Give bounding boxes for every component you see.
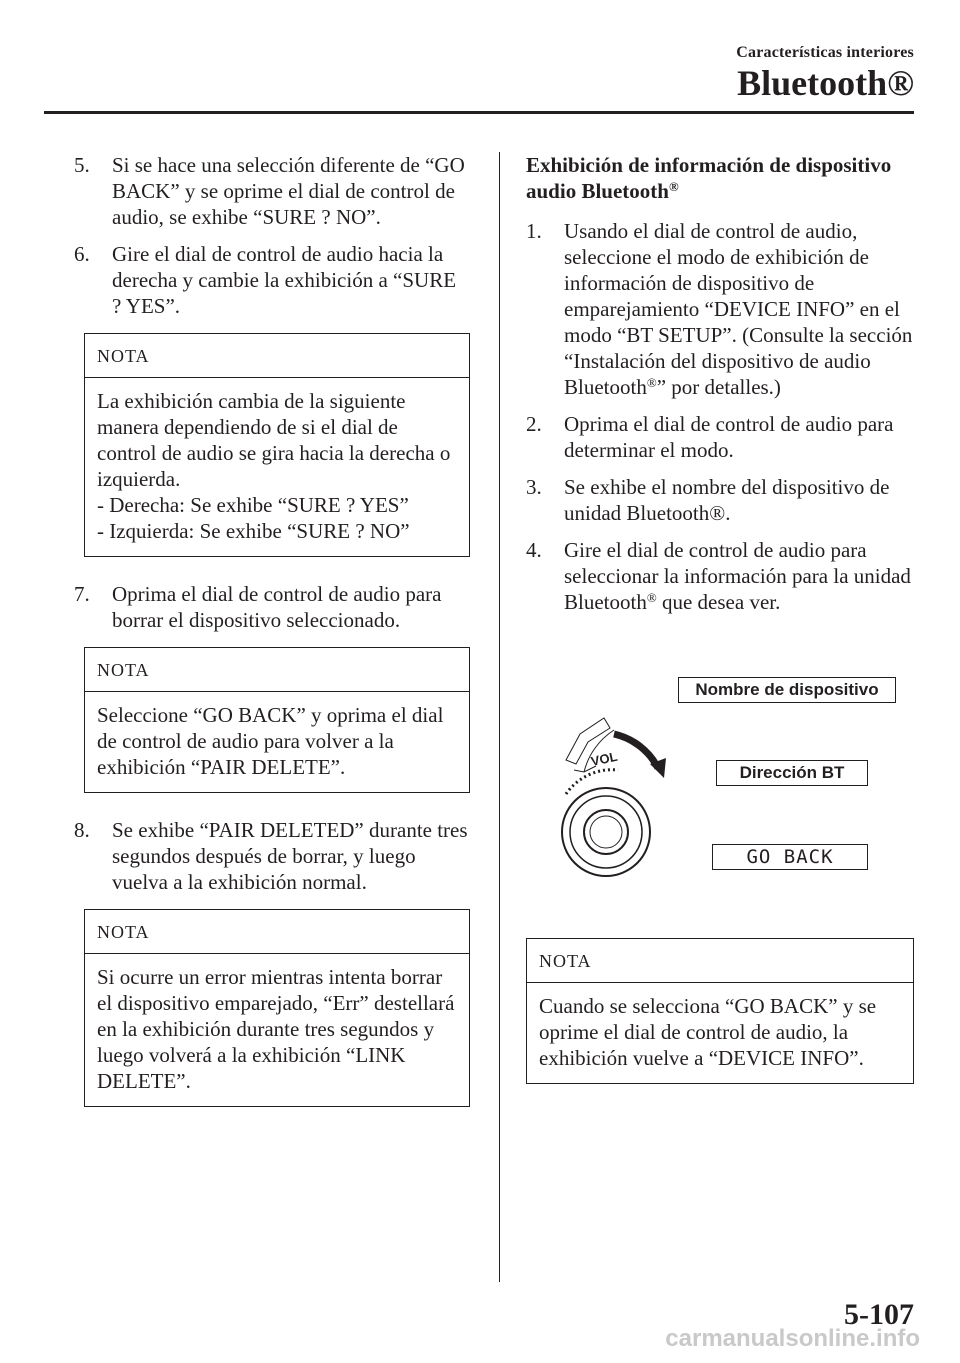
note-box-3	[84, 909, 470, 1107]
note-body	[85, 378, 469, 556]
registered-mark: ®	[668, 179, 679, 194]
step-number: 2.	[526, 412, 542, 436]
dial-knob-icon	[584, 810, 628, 854]
dial-mid-ring	[570, 796, 642, 868]
step-4	[526, 537, 916, 615]
step-number: 3.	[526, 475, 542, 499]
step-7	[74, 581, 470, 633]
note-heading: NOTA	[527, 939, 913, 983]
registered-mark: ®	[646, 375, 657, 390]
section-title: Características interiores	[736, 44, 914, 61]
note-line-right: - Derecha: Se exhibe “SURE ? YES”	[97, 493, 409, 517]
registered-mark: ®	[646, 590, 657, 605]
dial-knob-inner	[590, 816, 622, 848]
step-number: 7.	[74, 582, 90, 606]
step-text: Gire el dial de control de audio hacia la derecha y cambie la exhibición a “SURE ? YES”.	[112, 242, 457, 318]
step-text: Se exhibe “PAIR DELETED” durante tres segundos después de borrar, y luego vuelva a la exhibición normal.	[112, 818, 468, 894]
page-title: Bluetooth®	[737, 63, 914, 103]
right-column	[526, 152, 916, 626]
step-number: 4.	[526, 538, 542, 562]
step-number: 5.	[74, 153, 90, 177]
note-box-2	[84, 647, 470, 793]
vol-label: VOL	[589, 748, 619, 769]
step-6	[74, 241, 470, 319]
note-heading: NOTA	[85, 648, 469, 692]
step-8	[74, 817, 470, 895]
step-1	[526, 218, 916, 400]
note-heading: NOTA	[85, 910, 469, 954]
note-text: La exhibición cambia de la siguiente manera dependiendo de si el dial de control de audio se gira hacia la derecha o izquierda.	[97, 389, 451, 491]
arrow-right-icon	[614, 734, 658, 768]
dial-diagram	[526, 672, 916, 902]
page-number: 5-107	[844, 1298, 914, 1331]
left-column	[74, 152, 470, 1131]
step-3	[526, 474, 916, 526]
watermark: carmanualsonline.info	[665, 1325, 920, 1352]
label-device-name: Nombre de dispositivo	[678, 677, 896, 703]
label-go-back: GO BACK	[712, 844, 868, 870]
step-5	[74, 152, 470, 230]
step-text-end: ” por detalles.)	[656, 375, 781, 399]
right-note-wrap	[526, 938, 914, 1084]
label-bt-address: Dirección BT	[716, 760, 868, 786]
note-box-1	[84, 333, 470, 557]
step-text: Usando el dial de control de audio, seleccione el modo de exhibición de información de dispositivo de emparejamiento “DEVICE INFO” en el modo “BT SETUP”. (Consulte la sección “Instalación del dispositivo de audio Bluetooth	[564, 219, 913, 399]
note-text: Seleccione “GO BACK” y oprima el dial de control de audio para volver a la exhibición “PAIR DELETE”.	[97, 703, 444, 779]
section-subheading	[526, 152, 916, 204]
audio-dial-illustration	[526, 672, 726, 902]
step-text: Se exhibe el nombre del dispositivo de unidad Bluetooth®.	[564, 475, 890, 525]
step-2	[526, 411, 916, 463]
note-line-left: - Izquierda: Se exhibe “SURE ? NO”	[97, 519, 410, 543]
step-number: 6.	[74, 242, 90, 266]
column-divider	[499, 152, 500, 1282]
subheading-text: Exhibición de información de dispositivo audio Bluetooth	[526, 153, 892, 203]
step-text: Gire el dial de control de audio para seleccionar la información para la unidad Bluetooth	[564, 538, 911, 614]
step-text: Si se hace una selección diferente de “GO BACK” y se oprime el dial de control de audio, se exhibe “SURE ? NO”.	[112, 153, 465, 229]
step-text: Oprima el dial de control de audio para borrar el dispositivo seleccionado.	[112, 582, 442, 632]
dial-outer-ring	[562, 788, 650, 876]
header-rule	[44, 111, 914, 114]
step-text: Oprima el dial de control de audio para determinar el modo.	[564, 412, 894, 462]
note-text: Cuando se selecciona “GO BACK” y se oprime el dial de control de audio, la exhibición vuelve a “DEVICE INFO”.	[539, 994, 877, 1070]
note-text: Si ocurre un error mientras intenta borrar el dispositivo emparejado, “Err” destellará en la exhibición durante tres segundos y luego volverá a la exhibición “LINK DELETE”.	[97, 965, 455, 1093]
step-number: 1.	[526, 219, 542, 243]
note-box-right	[526, 938, 914, 1084]
step-number: 8.	[74, 818, 90, 842]
note-heading: NOTA	[85, 334, 469, 378]
step-text-end: que desea ver.	[656, 590, 781, 614]
